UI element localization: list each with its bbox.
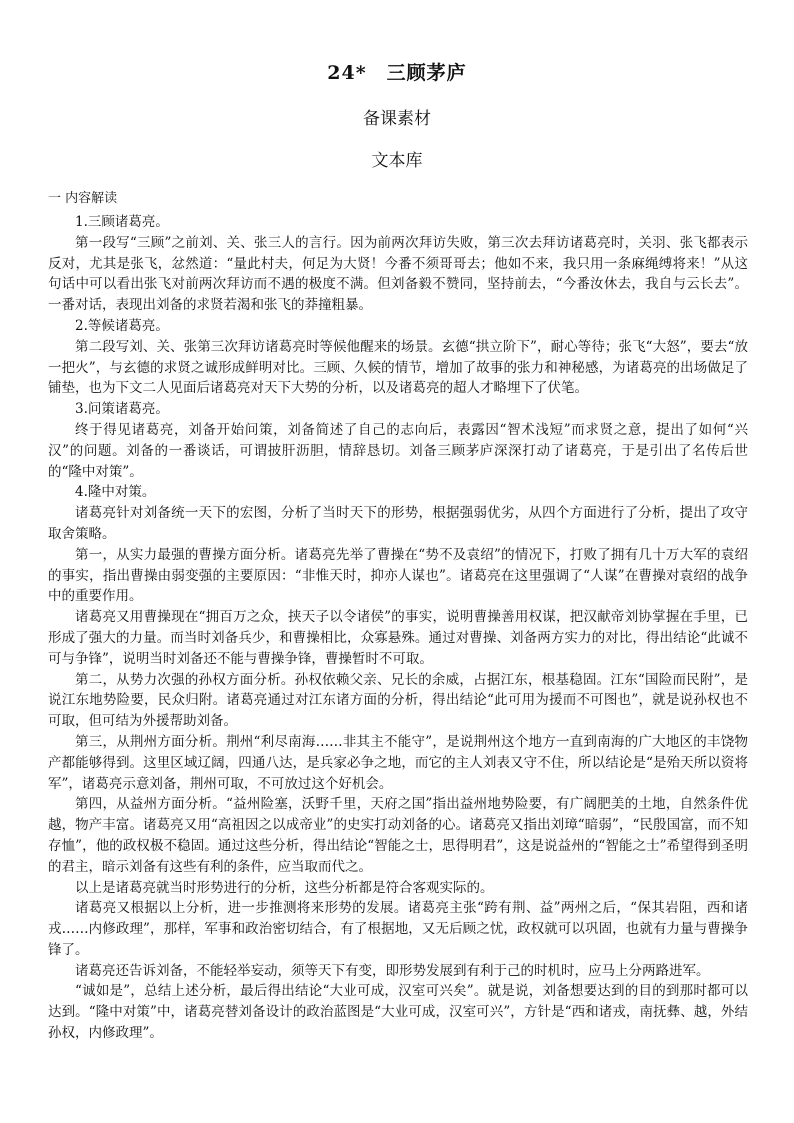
paragraph: 第二段写刘、关、张第三次拜访诸葛亮时等候他醒来的场景。玄德“拱立阶下”，耐心等待；张飞“大怒”，要去“放一把火”，与玄德的求贤之诚形成鲜明对比。三顾、久候的情节，增加了故事的张力和神秘感，为诸葛亮的出场做足了铺垫，也为下文二人见面后诸葛亮对天下大势的分析，以及诸葛亮的超人才略埋下了伏笔。 [48, 338, 748, 397]
paragraph: 诸葛亮还告诉刘备，不能轻举妄动，须等天下有变，即形势发展到有利于己的时机时，应马上分两路进军。 [75, 962, 710, 979]
paragraph: 诸葛亮针对刘备统一天下的宏图，分析了当时天下的形势，根据强弱优劣，从四个方面进行了分析，提出了攻守取舍策略。 [48, 505, 748, 542]
section-heading: 一 内容解读 [48, 191, 118, 206]
paragraph: 诸葛亮又根据以上分析，进一步推测将来形势的发展。诸葛亮主张“跨有荆、益”两州之后，“保其岩阻，西和诸戎……内修政理”，那样，军事和政治密切结合，有了根据地，又无后顾之忧，政权就可以巩固，也就有力量与曹操争锋了。 [48, 900, 748, 958]
subheading-4: 4.隆中对策。 [75, 484, 156, 501]
document-title: 24* 三顾茅庐 [327, 62, 467, 84]
subheading-1: 1.三顾诸葛亮。 [75, 214, 169, 230]
document-subtitle-library: 文本库 [371, 151, 423, 171]
paragraph: 第二，从势力次强的孙权方面分析。孙权依赖父亲、兄长的余威，占据江东，根基稳固。江东“国险而民附”，是说江东地势险要，民众归附。诸葛亮通过对江东诸方面的分析，得出结论“此可用为援而不可图也”，就是说孙权也不可取，但可结为外援帮助刘备。 [48, 671, 748, 730]
paragraph: 第四，从益州方面分析。“益州险塞，沃野千里，天府之国”指出益州地势险要，有广阔肥美的土地，自然条件优越，物产丰富。诸葛亮又用“高祖因之以成帝业”的史实打动刘备的心。诸葛亮又指出刘璋“暗弱”，“民殷国富，而不知存恤”，他的政权极不稳固。通过这些分析，得出结论“智能之士，思得明君”，这是说益州的“智能之士”希望得到圣明的君主，暗示刘备有这些有利的条件，应当取而代之。 [48, 796, 748, 875]
paragraph: 第三，从荆州方面分析。荆州“利尽南海……非其主不能守”，是说荆州这个地方一直到南海的广大地区的丰饶物产都能够得到。这里区域辽阔，四通八达，是兵家必争之地，而它的主人刘表又守不住，所以结论是“是殆天所以资将军”，诸葛亮示意刘备，荆州可取，不可放过这个好机会。 [48, 733, 748, 792]
paragraph: 诸葛亮又用曹操现在“拥百万之众，挟天子以令诸侯”的事实，说明曹操善用权谋，把汉献帝刘协掌握在手里，已形成了强大的力量。而当时刘备兵少，和曹操相比，众寡悬殊。通过对曹操、刘备两方实力的对比，得出结论“此诚不可与争锋”，说明当时刘备还不能与曹操争锋，曹操暂时不可取。 [48, 609, 748, 667]
paragraph: 第一段写“三顾”之前刘、关、张三人的言行。因为前两次拜访失败，第三次去拜访诸葛亮时，关羽、张飞都表示反对，尤其是张飞，忿然道：“量此村夫，何足为大贤！今番不须哥哥去；他如不来，我只用一条麻绳缚将来！”从这句话中可以看出张飞对前两次拜访而不遇的极度不满。但刘备毅不赞同，坚持前去，“今番汝休去，我自与云长去”。一番对话，表现出刘备的求贤若渴和张飞的莽撞粗暴。 [48, 234, 748, 314]
paragraph: 终于得见诸葛亮，刘备开始问策，刘备简述了自己的志向后，表露因“智术浅短”而求贤之意，提出了如何“兴汉”的问题。刘备的一番谈话，可谓披肝沥胆，情辞恳切。刘备三顾茅庐深深打动了诸葛亮，于是引出了名传后世的“隆中对策”。 [48, 421, 748, 480]
paragraph: 第一，从实力最强的曹操方面分析。诸葛亮先举了曹操在“势不及袁绍”的情况下，打败了拥有几十万大军的袁绍的事实，指出曹操由弱变强的主要原因：“非惟天时，抑亦人谋也”。诸葛亮在这里强调了“人谋”在曹操对袁绍的战争中的重要作用。 [48, 546, 748, 605]
subheading-2: 2.等候诸葛亮。 [75, 317, 169, 334]
subheading-3: 3.问策诸葛亮。 [75, 401, 169, 418]
paragraph: 以上是诸葛亮就当时形势进行的分析，这些分析都是符合客观实际的。 [75, 879, 494, 896]
document-body [48, 212, 748, 1044]
paragraph: “诚如是”，总结上述分析，最后得出结论“大业可成，汉室可兴矣”。就是说，刘备想要达到的目的到那时都可以达到。“隆中对策”中，诸葛亮替刘备设计的政治蓝图是“大业可成，汉室可兴”，方针是“西和诸戎，南抚彝、越，外结孙权，内修政理”。 [48, 983, 748, 1042]
document-subtitle-prep: 备课素材 [363, 109, 431, 129]
